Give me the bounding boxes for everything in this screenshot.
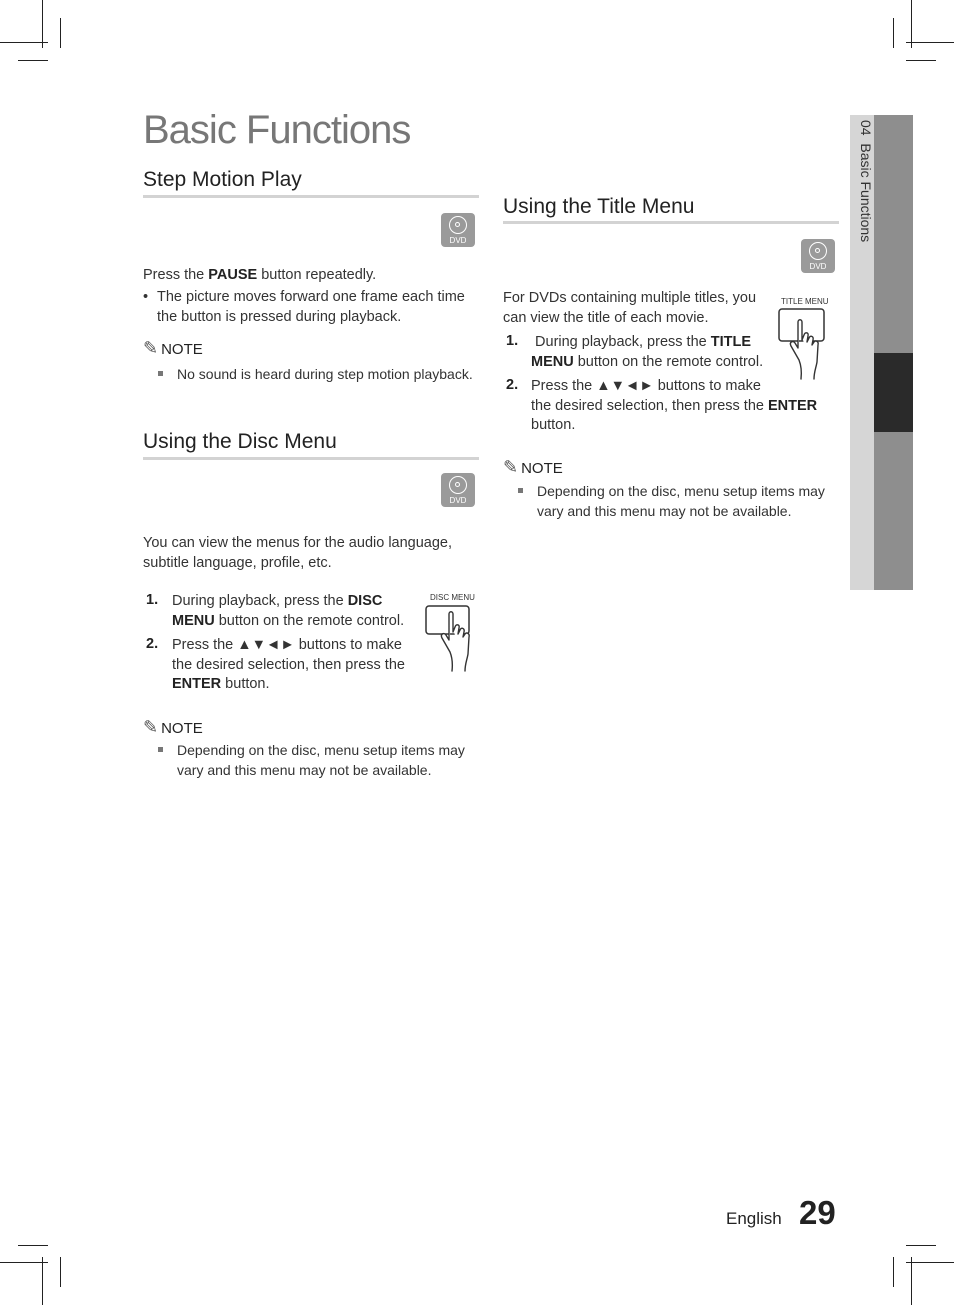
section-heading-disc-menu: Using the Disc Menu	[143, 430, 337, 453]
crop-mark	[893, 1257, 894, 1287]
crop-mark	[906, 42, 954, 43]
note-heading: ✎ NOTE	[143, 338, 203, 358]
step-motion-bullet: The picture moves forward one frame each time the button is pressed during playback.	[157, 289, 465, 325]
disc-menu-step-2: Press the ▲▼◄► buttons to make the desired selection, then press the ENTER button.	[172, 637, 405, 692]
crop-mark	[60, 18, 61, 48]
pencil-icon: ✎	[503, 457, 519, 477]
note-text: Depending on the disc, menu setup items may vary and this menu may not be available.	[177, 742, 465, 778]
title-menu-step-1: During playback, press the TITLE MENU button on the remote control.	[531, 334, 764, 370]
pencil-icon: ✎	[143, 717, 159, 737]
section-rule	[143, 457, 479, 460]
dvd-badge: DVD	[801, 239, 835, 273]
chapter-side-label	[852, 120, 874, 242]
note-heading: ✎ NOTE	[143, 717, 203, 737]
note-bullet-icon	[518, 488, 523, 493]
disc-icon	[449, 216, 467, 234]
section-rule	[143, 195, 479, 198]
step-number: 1.	[146, 592, 159, 608]
crop-mark	[906, 1245, 936, 1246]
crop-mark	[42, 0, 43, 48]
note-text: Depending on the disc, menu setup items may vary and this menu may not be available.	[537, 483, 825, 519]
dvd-badge: DVD	[441, 213, 475, 247]
crop-mark	[42, 1257, 43, 1305]
crop-mark	[911, 1257, 912, 1305]
crop-mark	[906, 1262, 954, 1263]
step-number: 2.	[506, 377, 519, 393]
chapter-side-tab-marker	[874, 353, 913, 432]
note-bullet-icon	[158, 371, 163, 376]
dvd-badge: DVD	[441, 473, 475, 507]
arrow-buttons-icon: ▲▼◄►	[237, 637, 295, 653]
crop-mark	[60, 1257, 61, 1287]
pencil-icon: ✎	[143, 338, 159, 358]
footer-language: English	[726, 1209, 782, 1228]
note-heading: ✎ NOTE	[503, 457, 563, 477]
remote-button-label: TITLE MENU	[781, 297, 829, 306]
step-number: 2.	[146, 636, 159, 652]
section-rule	[503, 221, 839, 224]
bullet-dot: •	[143, 289, 149, 305]
arrow-buttons-icon: ▲▼◄►	[596, 378, 654, 394]
section-heading-title-menu: Using the Title Menu	[503, 195, 695, 218]
hand-press-remote-icon	[422, 602, 480, 674]
chapter-number: 04	[858, 120, 874, 136]
crop-mark	[906, 60, 936, 61]
crop-mark	[0, 1262, 48, 1263]
page-title: Basic Functions	[143, 108, 411, 152]
disc-menu-intro: You can view the menus for the audio language, subtitle language, profile, etc.	[143, 535, 453, 571]
disc-menu-step-1: During playback, press the DISC MENU button on the remote control.	[172, 593, 405, 629]
step-number: 1.	[506, 333, 519, 349]
crop-mark	[0, 42, 48, 43]
disc-icon	[809, 242, 827, 260]
note-text: No sound is heard during step motion playback.	[177, 366, 473, 382]
page-number: 29	[799, 1194, 836, 1231]
crop-mark	[911, 0, 912, 48]
chapter-label: Basic Functions	[858, 143, 874, 243]
remote-button-label: DISC MENU	[430, 593, 475, 602]
section-heading-step-motion: Step Motion Play	[143, 168, 302, 191]
crop-mark	[893, 18, 894, 48]
hand-press-remote-icon	[774, 306, 832, 382]
step-motion-intro: Press the PAUSE button repeatedly.	[143, 267, 377, 283]
note-bullet-icon	[158, 747, 163, 752]
crop-mark	[18, 60, 48, 61]
title-menu-step-2: Press the ▲▼◄► buttons to make the desired selection, then press the ENTER button.	[531, 378, 818, 433]
title-menu-intro: For DVDs containing multiple titles, you can view the title of each movie.	[503, 290, 757, 326]
disc-icon	[449, 476, 467, 494]
crop-mark	[18, 1245, 48, 1246]
